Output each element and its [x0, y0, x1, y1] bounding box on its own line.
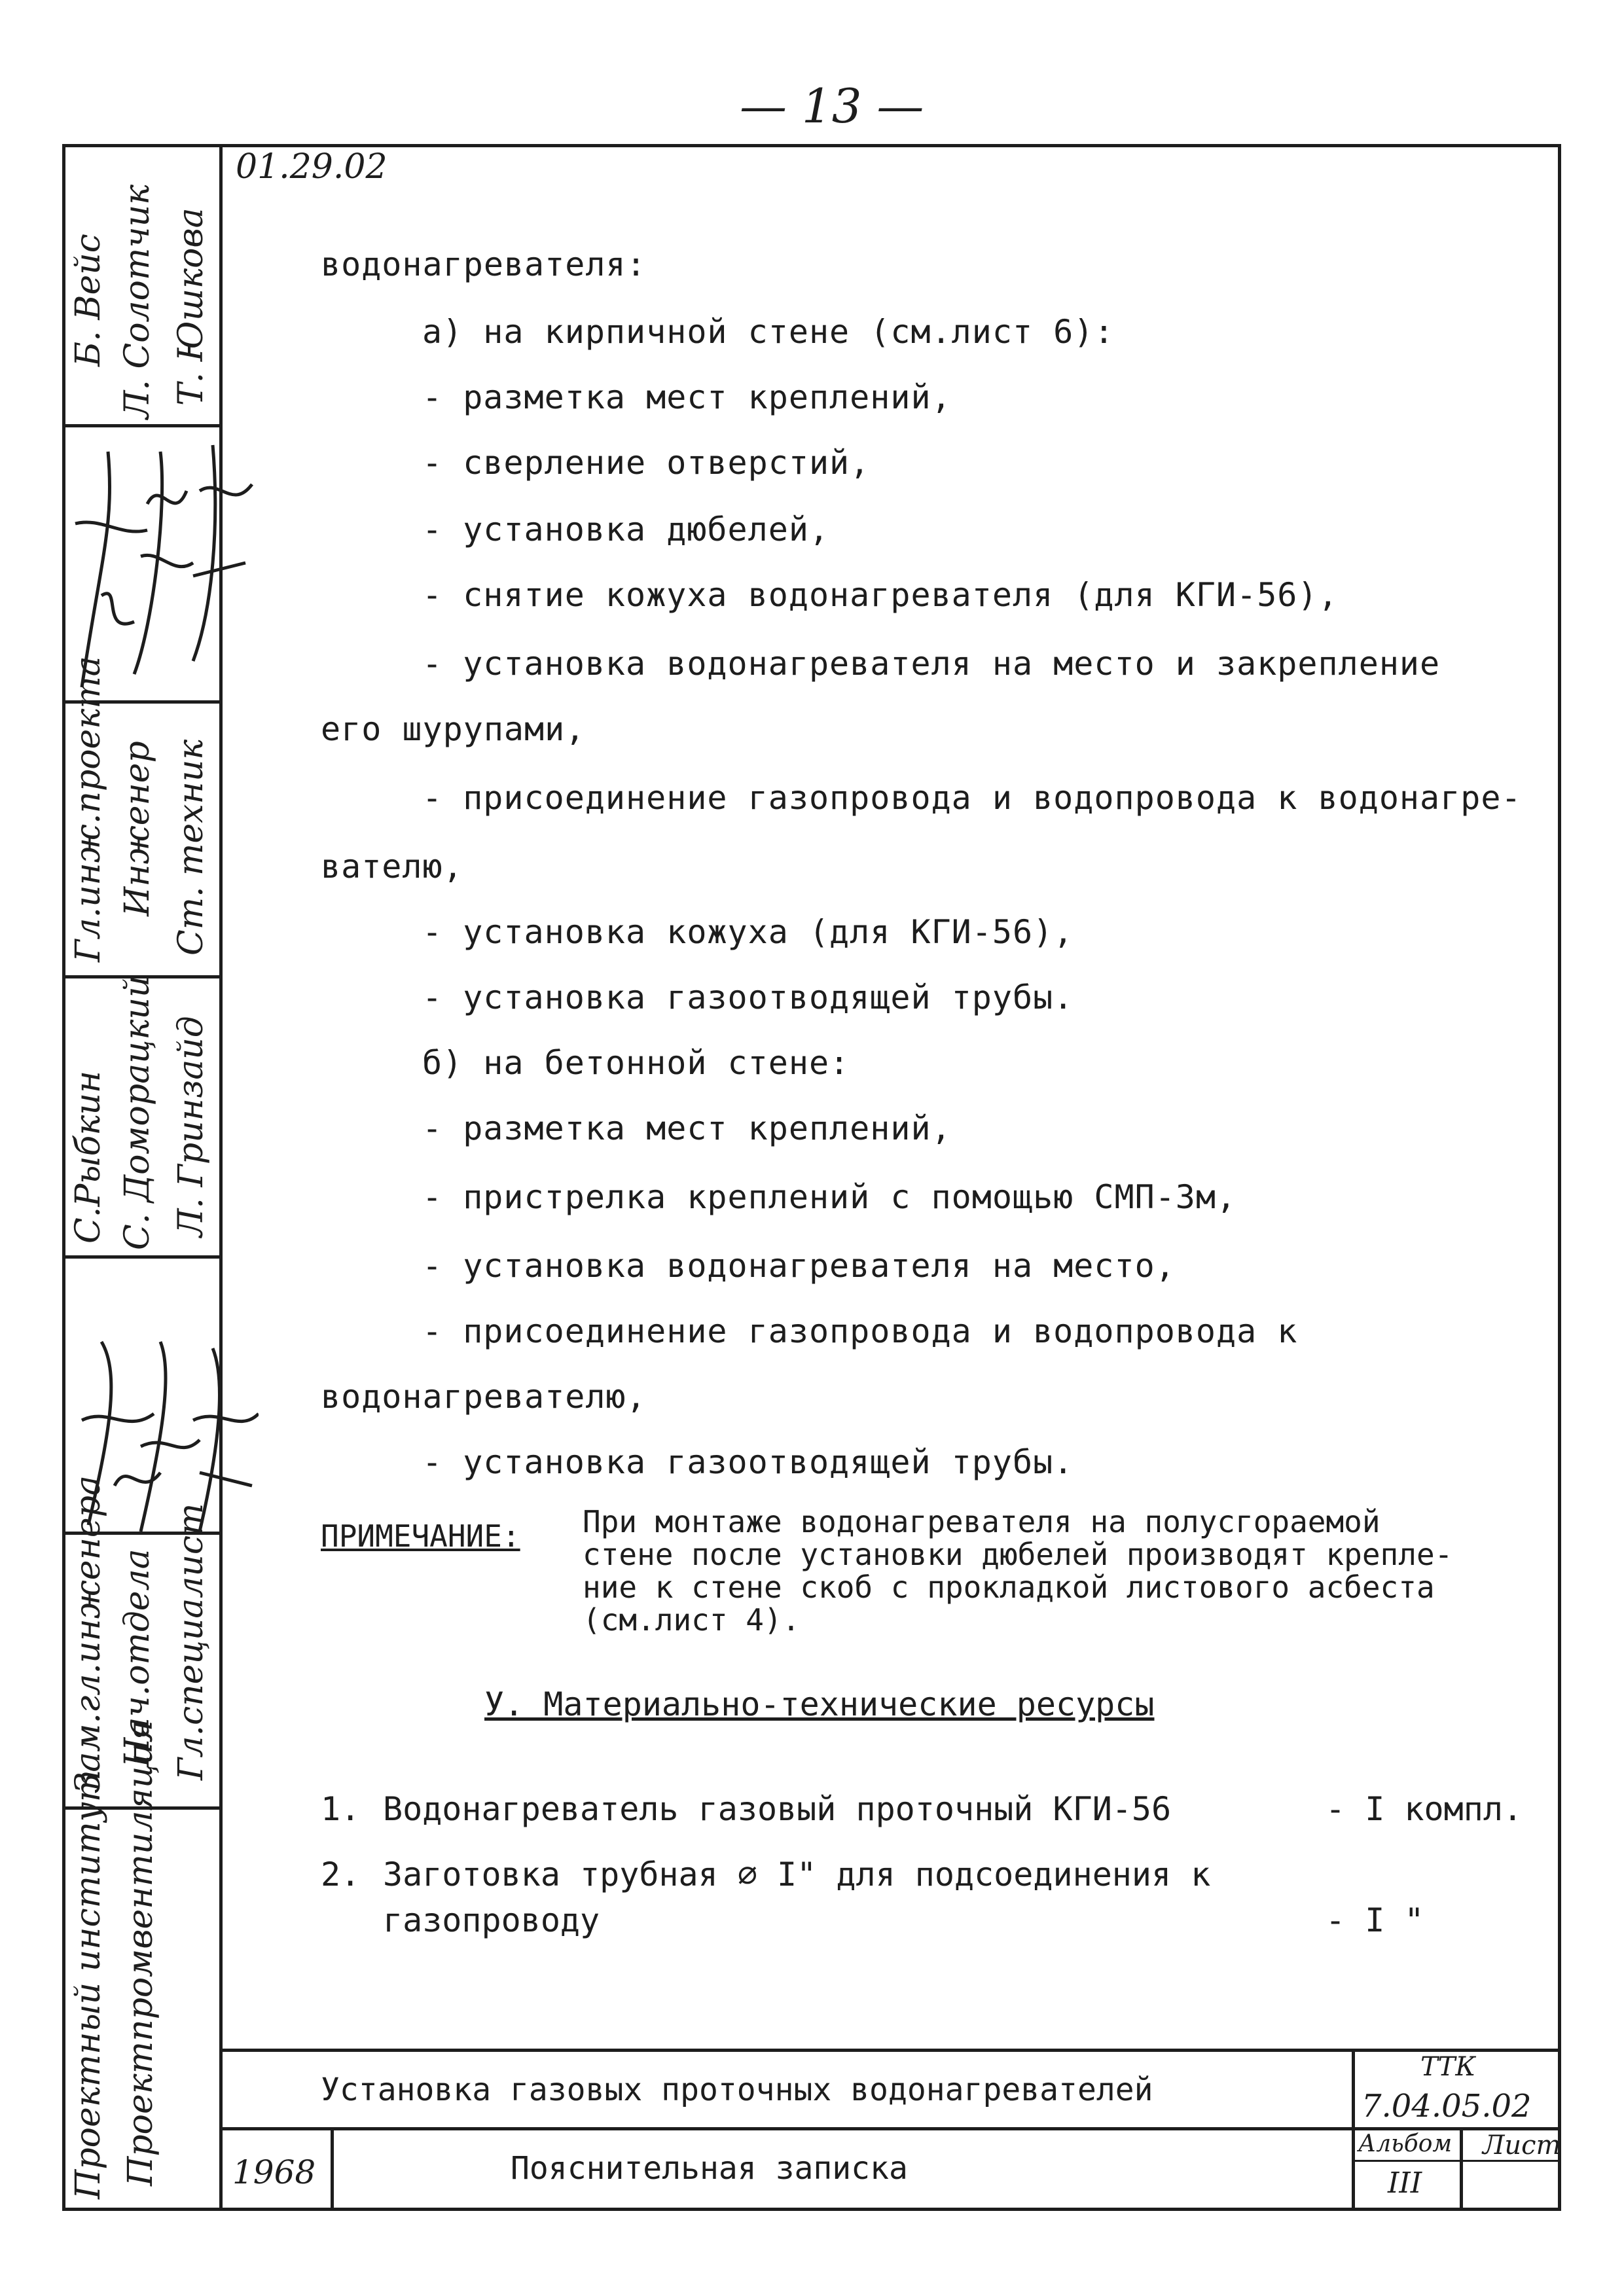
text-line: - установка дюбелей,: [422, 511, 830, 548]
side-role: Инженер: [118, 741, 157, 916]
title-block-border: [1352, 2049, 1355, 2211]
text-line: - установка газоотводящей трубы.: [422, 1443, 1074, 1481]
note-text: При монтаже водонагревателя на полусгораемой стене после установки дюбелей производят крепле- ние к стене скоб с прокладкой листового асбеста (см.лист 4).: [583, 1504, 1453, 1638]
document-code: 01.29.02: [236, 147, 388, 187]
document-subtitle: Пояснительная записка: [511, 2150, 908, 2187]
resource-quantity: - I компл.: [1326, 1790, 1523, 1828]
resource-number: 1.: [321, 1790, 361, 1828]
text-line: - установка газоотводящей трубы.: [422, 978, 1074, 1016]
side-role: Гл.инж.проекта: [69, 656, 108, 962]
text-line: - присоединение газопровода и водопровода к водонагре-: [422, 779, 1522, 817]
side-name: Л. Солотчик: [118, 184, 157, 419]
text-line: б) на бетонной стене:: [422, 1044, 850, 1082]
text-line: - установка водонагревателя на место и закрепление: [422, 645, 1441, 683]
document-title: Установка газовых проточных водонагревателей: [321, 2072, 1153, 2108]
side-name: Т. Юшкова: [171, 207, 211, 406]
text-line: а) на кирпичной стене (см.лист 6):: [422, 313, 1115, 351]
text-line: - установка водонагревателя на место,: [422, 1247, 1176, 1285]
text-line: - пристрелка креплений с помощью СМП-3м,: [422, 1178, 1237, 1216]
text-line: - разметка мест креплений,: [422, 1109, 952, 1147]
text-line: водонагревателя:: [321, 245, 647, 283]
sheet-label: Лист: [1483, 2130, 1561, 2161]
text-line: вателю,: [321, 848, 463, 886]
side-role: Нач.отдела: [118, 1549, 157, 1767]
page-number: — 13 —: [740, 79, 924, 134]
organization-name: Проектпромвентиляция: [121, 1719, 160, 2186]
text-line: - разметка мест креплений,: [422, 378, 952, 416]
resource-text: газопроводу: [383, 1901, 600, 1939]
section-heading: У. Материально-технические ресурсы: [484, 1685, 1155, 1723]
side-name: Л. Гринзайд: [171, 1016, 211, 1237]
document-number: 7.04.05.02: [1362, 2088, 1532, 2125]
side-name: С. Доморацкий: [118, 975, 157, 1250]
title-block-border: [1460, 2127, 1463, 2211]
text-line: - присоединение газопровода и водопровода к: [422, 1312, 1298, 1350]
side-role: Ст. техник: [171, 739, 211, 956]
text-line: - сверление отверстий,: [422, 444, 871, 482]
album-value: III: [1388, 2166, 1422, 2200]
album-label: Альбом: [1358, 2130, 1453, 2157]
organization-name: Проектный институт: [69, 1769, 108, 2199]
side-name: С.Рыбкин: [69, 1070, 108, 1244]
resource-number: 2.: [321, 1856, 361, 1893]
side-role: Зам.гл.инженера: [69, 1475, 108, 1793]
resource-text: Заготовка трубная ∅ I" для подсоединения к: [383, 1856, 1211, 1893]
text-line: водонагревателю,: [321, 1378, 647, 1416]
side-role: Гл.специалист: [171, 1503, 211, 1780]
code-header: ТТК: [1420, 2052, 1476, 2082]
note-label: ПРИМЕЧАНИЕ:: [321, 1518, 520, 1554]
text-line: - снятие кожуха водонагревателя (для КГИ-56),: [422, 576, 1339, 614]
signature-marks: [62, 425, 259, 1538]
text-line: - установка кожуха (для КГИ-56),: [422, 913, 1074, 951]
title-block-border: [219, 2049, 1561, 2052]
year: 1968: [232, 2153, 316, 2191]
text-line: его шурупами,: [321, 710, 586, 748]
resource-text: Водонагреватель газовый проточный КГИ-56: [383, 1790, 1172, 1828]
resource-quantity: - I ": [1326, 1901, 1424, 1939]
title-block-border: [331, 2127, 334, 2211]
side-name: Б. Вейс: [69, 234, 108, 367]
